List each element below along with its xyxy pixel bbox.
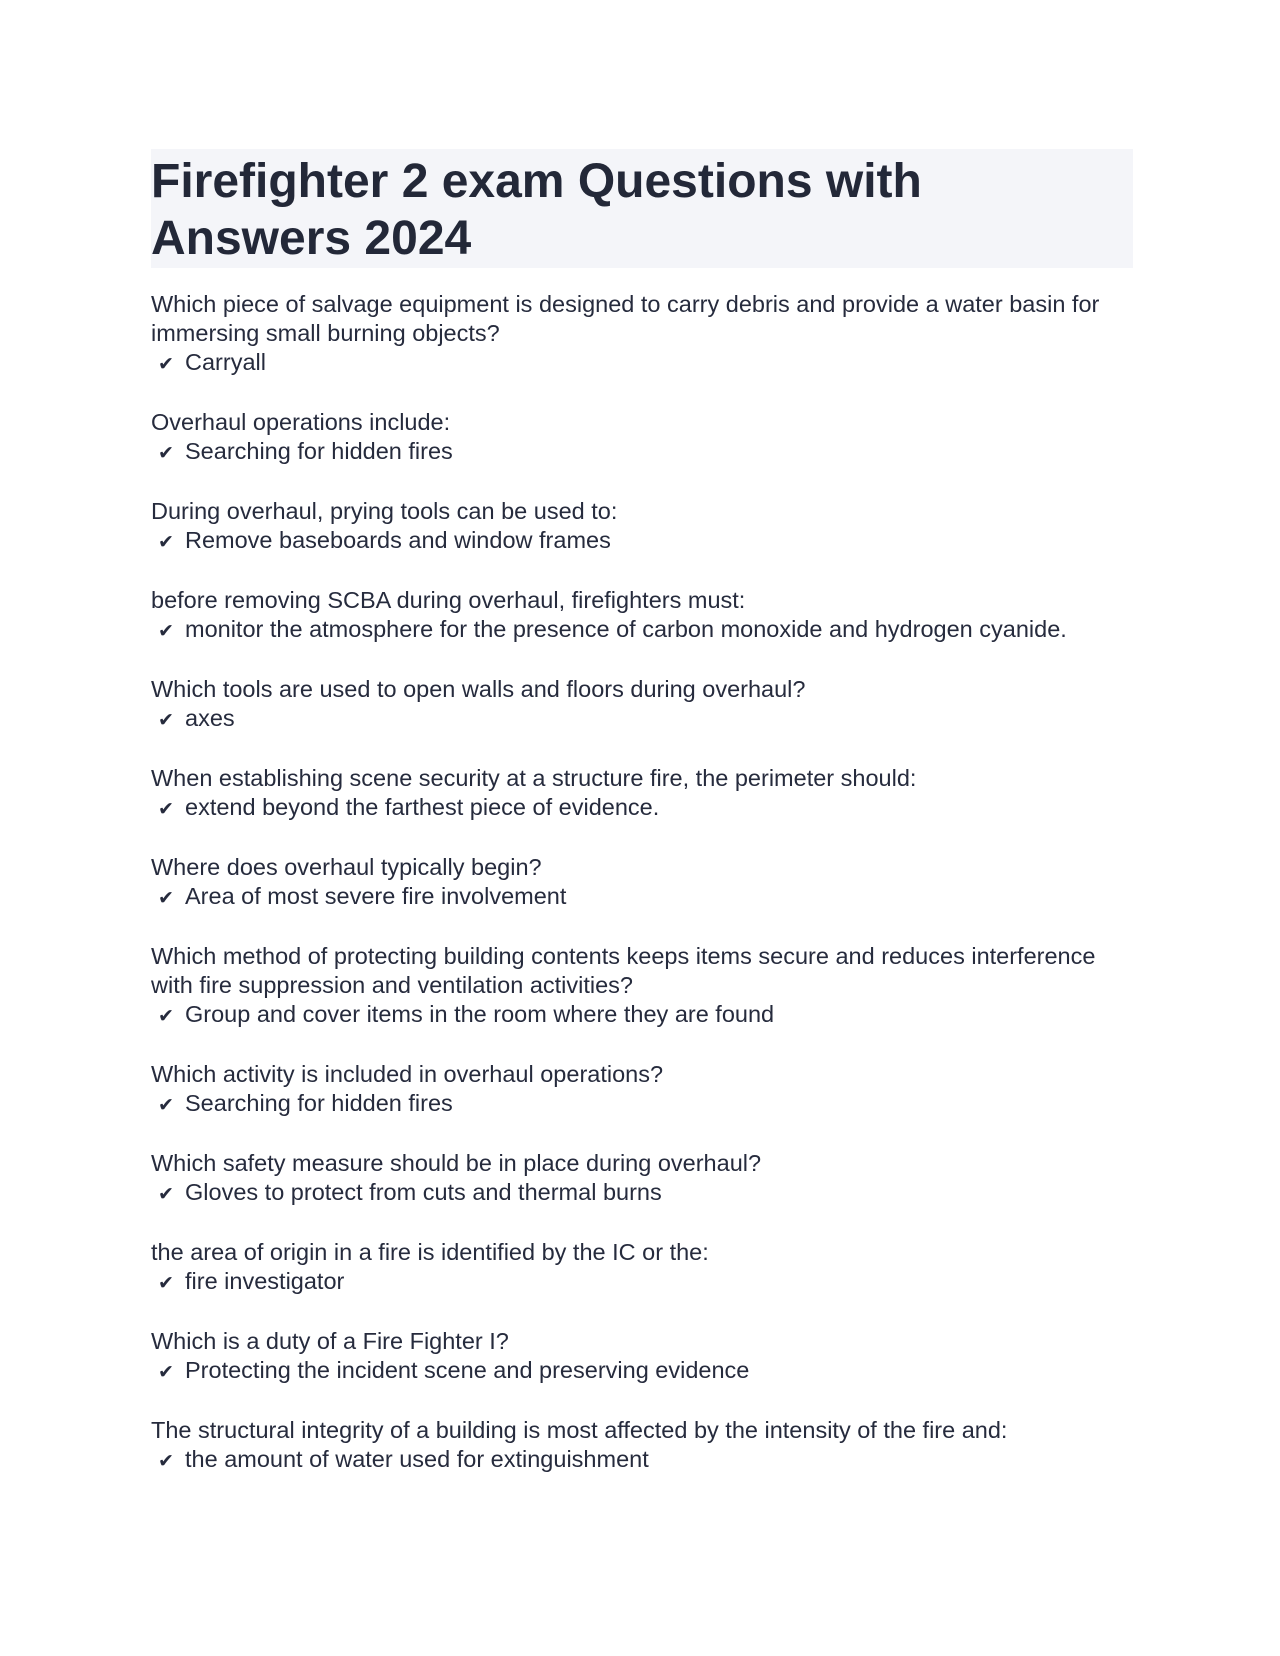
qa-item: [151, 675, 1133, 735]
checkmark-icon: ✔: [158, 1450, 174, 1472]
qa-item: [151, 853, 1133, 913]
qa-item: [151, 408, 1133, 468]
answer-text: Group and cover items in the room where they are found: [185, 1001, 775, 1027]
answer-text: Searching for hidden fires: [185, 1090, 453, 1116]
qa-item: [151, 497, 1133, 557]
question-text: before removing SCBA during overhaul, firefighters must:: [151, 587, 746, 613]
answer-line: [151, 437, 1133, 468]
answer-text: Carryall: [185, 349, 266, 375]
question-text: Which safety measure should be in place during overhaul?: [151, 1150, 762, 1176]
answer-line: [151, 882, 1133, 913]
answer-text: monitor the atmosphere for the presence of carbon monoxide and hydrogen cyanide.: [185, 616, 1067, 642]
qa-item: [151, 1060, 1133, 1120]
answer-text: Area of most severe fire involvement: [185, 883, 567, 909]
answer-line: [151, 704, 1133, 735]
answer-text: Gloves to protect from cuts and thermal burns: [185, 1179, 662, 1205]
question-text: Where does overhaul typically begin?: [151, 854, 542, 880]
question-text: Which activity is included in overhaul operations?: [151, 1061, 664, 1087]
checkmark-icon: ✔: [158, 1094, 174, 1116]
answer-line: [151, 1178, 1133, 1209]
checkmark-icon: ✔: [158, 353, 174, 375]
answer-text: the amount of water used for extinguishment: [185, 1446, 649, 1472]
qa-item: [151, 1238, 1133, 1298]
page-title: Firefighter 2 exam Questions with Answers 2024: [151, 155, 922, 265]
question-text: The structural integrity of a building is most affected by the intensity of the fire and:: [151, 1417, 1008, 1443]
qa-item: [151, 1149, 1133, 1209]
answer-line: [151, 1000, 1133, 1031]
question-text: the area of origin in a fire is identified by the IC or the:: [151, 1239, 709, 1265]
checkmark-icon: ✔: [158, 1183, 174, 1205]
answer-line: [151, 615, 1133, 646]
qa-item: [151, 1327, 1133, 1387]
answer-text: Remove baseboards and window frames: [185, 527, 611, 553]
qa-list: [151, 290, 1133, 1476]
question-text: Which tools are used to open walls and floors during overhaul?: [151, 676, 806, 702]
checkmark-icon: ✔: [158, 620, 174, 642]
title-block: [151, 149, 1133, 268]
question-text: Overhaul operations include:: [151, 409, 451, 435]
document-page: [151, 149, 1133, 1505]
qa-item: [151, 290, 1133, 379]
answer-line: [151, 348, 1133, 379]
answer-text: axes: [185, 705, 235, 731]
checkmark-icon: ✔: [158, 798, 174, 820]
answer-line: [151, 1356, 1133, 1387]
answer-text: Protecting the incident scene and preserving evidence: [185, 1357, 750, 1383]
answer-text: fire investigator: [185, 1268, 345, 1294]
checkmark-icon: ✔: [158, 531, 174, 553]
checkmark-icon: ✔: [158, 1272, 174, 1294]
question-text: Which method of protecting building contents keeps items secure and reduces interference with fire suppression and ventilation activities?: [151, 943, 1096, 998]
checkmark-icon: ✔: [158, 1361, 174, 1383]
answer-line: [151, 1267, 1133, 1298]
qa-item: [151, 764, 1133, 824]
question-text: Which piece of salvage equipment is designed to carry debris and provide a water basin for immersing small burning objects?: [151, 291, 1100, 346]
answer-text: Searching for hidden fires: [185, 438, 453, 464]
answer-line: [151, 793, 1133, 824]
answer-line: [151, 526, 1133, 557]
checkmark-icon: ✔: [158, 1005, 174, 1027]
answer-text: extend beyond the farthest piece of evidence.: [185, 794, 660, 820]
answer-line: [151, 1089, 1133, 1120]
question-text: During overhaul, prying tools can be used to:: [151, 498, 618, 524]
question-text: When establishing scene security at a structure fire, the perimeter should:: [151, 765, 917, 791]
qa-item: [151, 1416, 1133, 1476]
qa-item: [151, 942, 1133, 1031]
checkmark-icon: ✔: [158, 442, 174, 464]
qa-item: [151, 586, 1133, 646]
checkmark-icon: ✔: [158, 709, 174, 731]
answer-line: [151, 1445, 1133, 1476]
checkmark-icon: ✔: [158, 887, 174, 909]
question-text: Which is a duty of a Fire Fighter I?: [151, 1328, 509, 1354]
